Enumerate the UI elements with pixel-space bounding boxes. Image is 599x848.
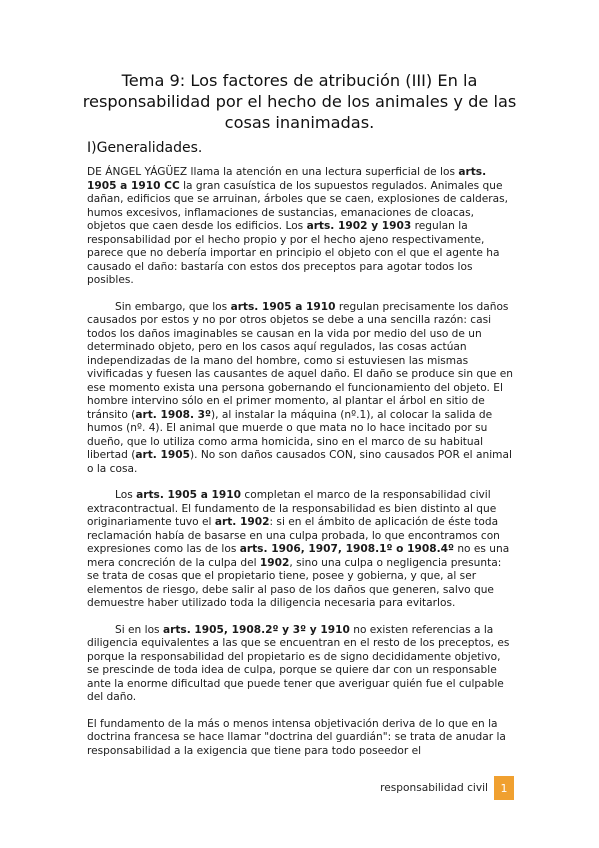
bold-reference: arts. 1905 a 1910 CC xyxy=(87,166,487,192)
paragraph-4 xyxy=(87,624,515,705)
text-run: ), al instalar la máquina (nº.1), al colocar la salida de humos (nº. 4). El animal que muerde o que mata no lo hace incitado por su dueño, que lo utiliza como arma homicida, sino en el marco de su habitual libertad ( xyxy=(87,408,493,461)
text-run: DE ÁNGEL YÁGÜEZ llama la atención en una lectura superficial de los xyxy=(87,166,459,178)
text-run: Sin embargo, que los xyxy=(115,300,231,313)
text-run: , sino una culpa o negligencia presunta: se trata de cosas que el propietario tiene, posee y gobierna, y que, al ser elementos de riesgo, debe salir al paso de los daños que generen, salvo que demuestre haber utilizado toda la diligencia necesaria para evitarlos. xyxy=(87,556,502,609)
paragraph-3 xyxy=(87,489,515,611)
text-run: El fundamento de la más o menos intensa objetivación deriva de lo que en la doctrina francesa se hace llamar "doctrina del guardián": se trata de anudar la responsabilidad a la exigencia que tiene para todo poseedor el xyxy=(87,717,506,757)
text-run: : si en el ámbito de aplicación de éste toda reclamación había de basarse en una culpa probada, lo que encontramos con expresiones como las de los xyxy=(87,516,500,555)
bold-reference: arts. 1902 y 1903 xyxy=(306,220,412,232)
footer xyxy=(380,776,514,800)
bold-reference: arts. 1906, 1907, 1908.1º o 1908.4º xyxy=(239,543,454,555)
text-run: regulan la responsabilidad por el hecho propio y por el hecho ajeno respectivamente, parece que no debería importar en principio el objeto con el que el agente ha causado el daño: bastaría con estos dos preceptos para agotar todos los posibles. xyxy=(87,220,500,286)
paragraph-5 xyxy=(87,718,515,759)
bold-reference: arts. 1905, 1908.2º y 3º y 1910 xyxy=(162,623,350,636)
document-title: Tema 9: Los factores de atribución (III) En la responsabilidad por el hecho de los animales y de las cosas inanimadas. xyxy=(82,71,517,132)
paragraph-2 xyxy=(87,301,515,477)
text-run: completan el marco de la responsabilidad civil extracontractual. El fundamento de la responsabilidad es bien distinto al que originariamente tuvo el xyxy=(87,489,497,528)
bold-reference: 1902 xyxy=(259,556,290,569)
footer-label: responsabilidad civil xyxy=(380,782,488,794)
text-run: Los xyxy=(115,489,137,501)
bold-reference: art. 1902 xyxy=(214,516,270,528)
text-run: no existen referencias a la diligencia equivalentes a las que se encuentran en el resto de los preceptos, es porque la responsabilidad del propietario es de signo decididamente objetivo, se prescinde de toda idea de culpa, porque se quiere dar con un responsable ante la enorme dificultad que puede tener que averiguar quién fue el culpable del daño. xyxy=(87,623,510,703)
bold-reference: art. 1908. 3º xyxy=(135,408,212,421)
text-run: regulan precisamente los daños causados por estos y no por otros objetos se debe a una sencilla razón: casi todos los daños imaginables se causan en la vida por medio del uso de un determinado objeto, pero en los casos aquí regulados, las cosas actúan independizadas de la mano del hombre, como si estuviesen las mismas vivificadas y fuesen las causantes de aquel daño. El daño se produce sin que en ese momento exista una persona gobernando el funcionamiento del objeto. El hombre intervino sólo en el primer momento, al plantar el árbol en sitio de tránsito ( xyxy=(87,300,513,421)
text-run: no es una mera concreción de la culpa del xyxy=(87,543,510,569)
text-run: ). No son daños causados CON, sino causados POR el animal o la cosa. xyxy=(87,449,512,475)
bold-reference: art. 1905 xyxy=(135,449,190,461)
body-text xyxy=(87,166,515,771)
section-heading: I)Generalidades. xyxy=(87,140,203,156)
page-number-badge: 1 xyxy=(494,776,514,800)
text-run: la gran casuística de los supuestos regulados. Animales que dañan, edificios que se arruinan, árboles que se caen, explosiones de calderas, humos excesivos, inflamaciones de sustancias, emanaciones de cloacas, objetos que caen desde los edificios. Los xyxy=(87,179,508,232)
text-run: Si en los xyxy=(115,623,163,636)
bold-reference: arts. 1905 a 1910 xyxy=(230,300,336,313)
bold-reference: arts. 1905 a 1910 xyxy=(136,489,242,501)
paragraph-1 xyxy=(87,166,515,288)
